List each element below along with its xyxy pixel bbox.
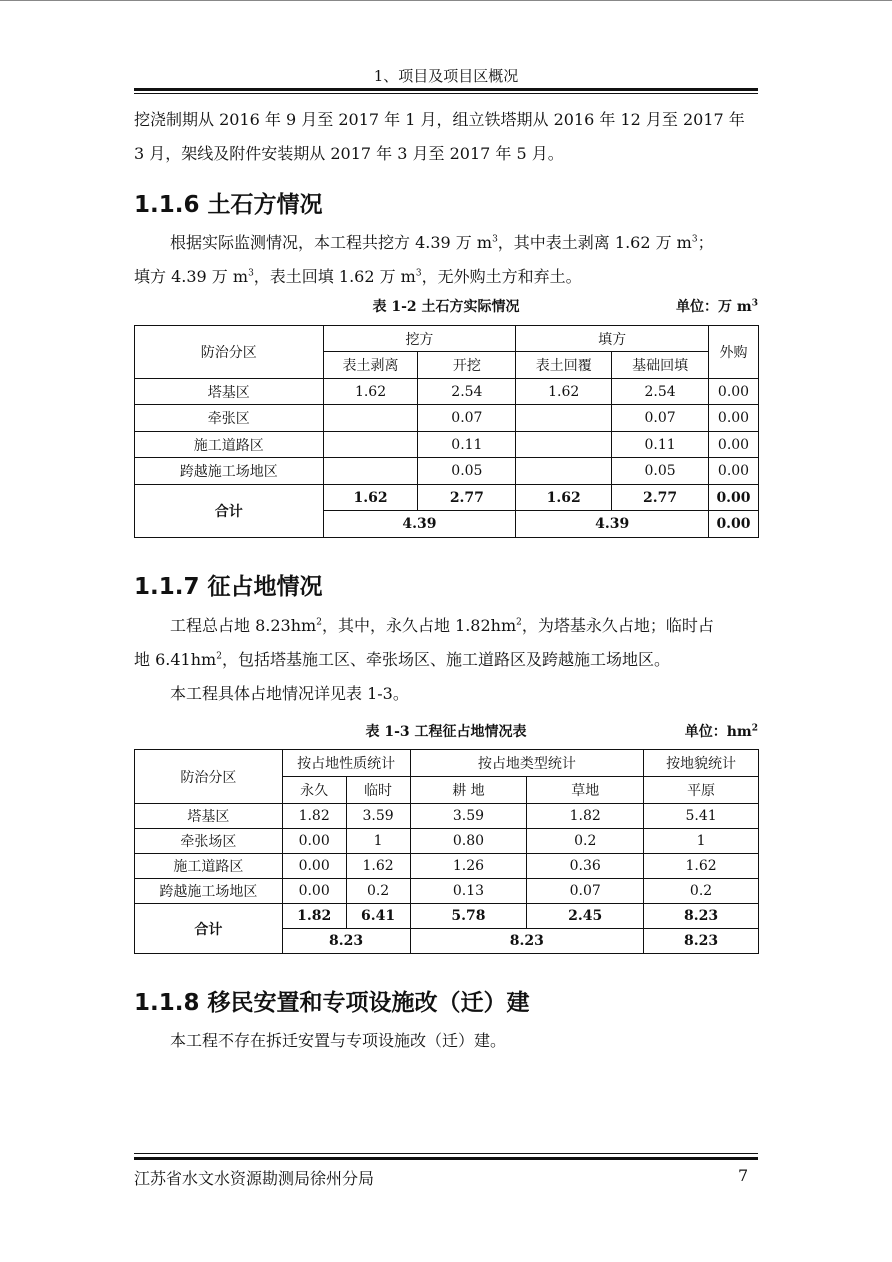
land-paragraph: 工程总占地 $8.23hm^2$，其中，永久占地 $1.82hm^2$，为塔基永久占地；临时占 [170, 616, 714, 635]
total-label: 合计 [135, 485, 324, 538]
table-row: 施工道路区 0.00 1.62 1.26 0.36 1.62 [135, 854, 759, 879]
header-temporary: 临时 [346, 777, 410, 804]
table-row: 跨越施工场地区 0.00 0.2 0.13 0.07 0.2 [135, 879, 759, 904]
header-type: 按占地类型统计 [410, 750, 644, 777]
intro-line-2: 3 月，架线及附件安装期从 2017 年 3 月至 2017 年 5 月。 [134, 144, 564, 163]
earthwork-paragraph: 根据实际监测情况，本工程共挖方 4.39 万 $m^3$，其中表土剥离 1.62 万 $m^3$； [170, 233, 714, 252]
table-1-2-caption [134, 296, 758, 316]
table-row: 牵张区 0.07 0.07 0.00 [135, 405, 759, 432]
header-buy: 外购 [709, 326, 759, 379]
section-heading-1-1-6: 1.1.6 土石方情况 [134, 192, 323, 218]
section-heading-1-1-8: 1.1.8 移民安置和专项设施改（迁）建 [134, 990, 530, 1016]
page-top-border [0, 0, 892, 1]
header-fill: 填方 [516, 326, 709, 352]
header-zone: 防治分区 [135, 750, 283, 804]
header-zone: 防治分区 [135, 326, 324, 379]
header-nature: 按占地性质统计 [282, 750, 410, 777]
table-row: 牵张场区 0.00 1 0.80 0.2 1 [135, 829, 759, 854]
table-sum-row: 8.23 8.23 8.23 [135, 929, 759, 954]
page-number: 7 [738, 1166, 749, 1185]
header-base-fill: 基础回填 [612, 352, 709, 379]
land-occupation-table [134, 749, 759, 954]
header-permanent: 永久 [282, 777, 346, 804]
header-strip: 表土剥离 [323, 352, 418, 379]
header-farmland: 耕 地 [410, 777, 527, 804]
header-excavate: 开挖 [418, 352, 516, 379]
header-dig: 挖方 [323, 326, 516, 352]
footer-rule-thick [134, 1157, 758, 1160]
table-row: 施工道路区 0.11 0.11 0.00 [135, 432, 759, 458]
table-1-3-title: 表 1-3 工程征占地情况表 [365, 724, 527, 740]
earthwork-table [134, 325, 759, 538]
table-1-2-title: 表 1-2 土石方实际情况 [372, 299, 520, 315]
table-row: 跨越施工场地区 0.05 0.05 0.00 [135, 458, 759, 485]
table-total-row: 合计 1.62 2.77 1.62 2.77 0.00 [135, 485, 759, 511]
header-landform: 按地貌统计 [644, 750, 759, 777]
total-label: 合计 [135, 904, 283, 954]
earthwork-paragraph-line-2: 填方 4.39 万 $m^3$，表土回填 1.62 万 $m^3$，无外购土方和弃土。 [134, 267, 582, 286]
land-paragraph-line-3: 本工程具体占地情况详见表 1-3。 [170, 684, 409, 703]
running-header: 1、项目及项目区概况 [373, 67, 519, 85]
table-row: 塔基区 1.82 3.59 3.59 1.82 5.41 [135, 804, 759, 829]
header-rule-thick [134, 88, 758, 91]
header-plain: 平原 [644, 777, 759, 804]
table-1-2-unit: 单位：万 $m^3$ [676, 298, 758, 315]
intro-paragraph [134, 103, 758, 171]
footer-rule-thin [134, 1153, 758, 1154]
table-1-3-caption [134, 721, 758, 741]
table-sum-row: 4.39 4.39 0.00 [135, 511, 759, 538]
table-total-row: 合计 1.82 6.41 5.78 2.45 8.23 [135, 904, 759, 929]
table-row: 塔基区 1.62 2.54 1.62 2.54 0.00 [135, 379, 759, 405]
land-paragraph-line-2: 地 $6.41hm^2$，包括塔基施工区、牵张场区、施工道路区及跨越施工场地区。 [134, 650, 670, 669]
resettlement-paragraph: 本工程不存在拆迁安置与专项设施改（迁）建。 [170, 1031, 507, 1050]
header-rule-thin [134, 93, 758, 94]
footer-organization: 江苏省水文水资源勘测局徐州分局 [134, 1169, 375, 1188]
header-topsoil-back: 表土回覆 [516, 352, 612, 379]
intro-line-1: 挖浇制期从 2016 年 9 月至 2017 年 1 月，组立铁塔期从 2016 年 12 月至 2017 年 [134, 110, 745, 129]
section-heading-1-1-7: 1.1.7 征占地情况 [134, 574, 323, 600]
header-grassland: 草地 [527, 777, 644, 804]
table-1-3-unit: 单位：$hm^2$ [684, 723, 758, 740]
